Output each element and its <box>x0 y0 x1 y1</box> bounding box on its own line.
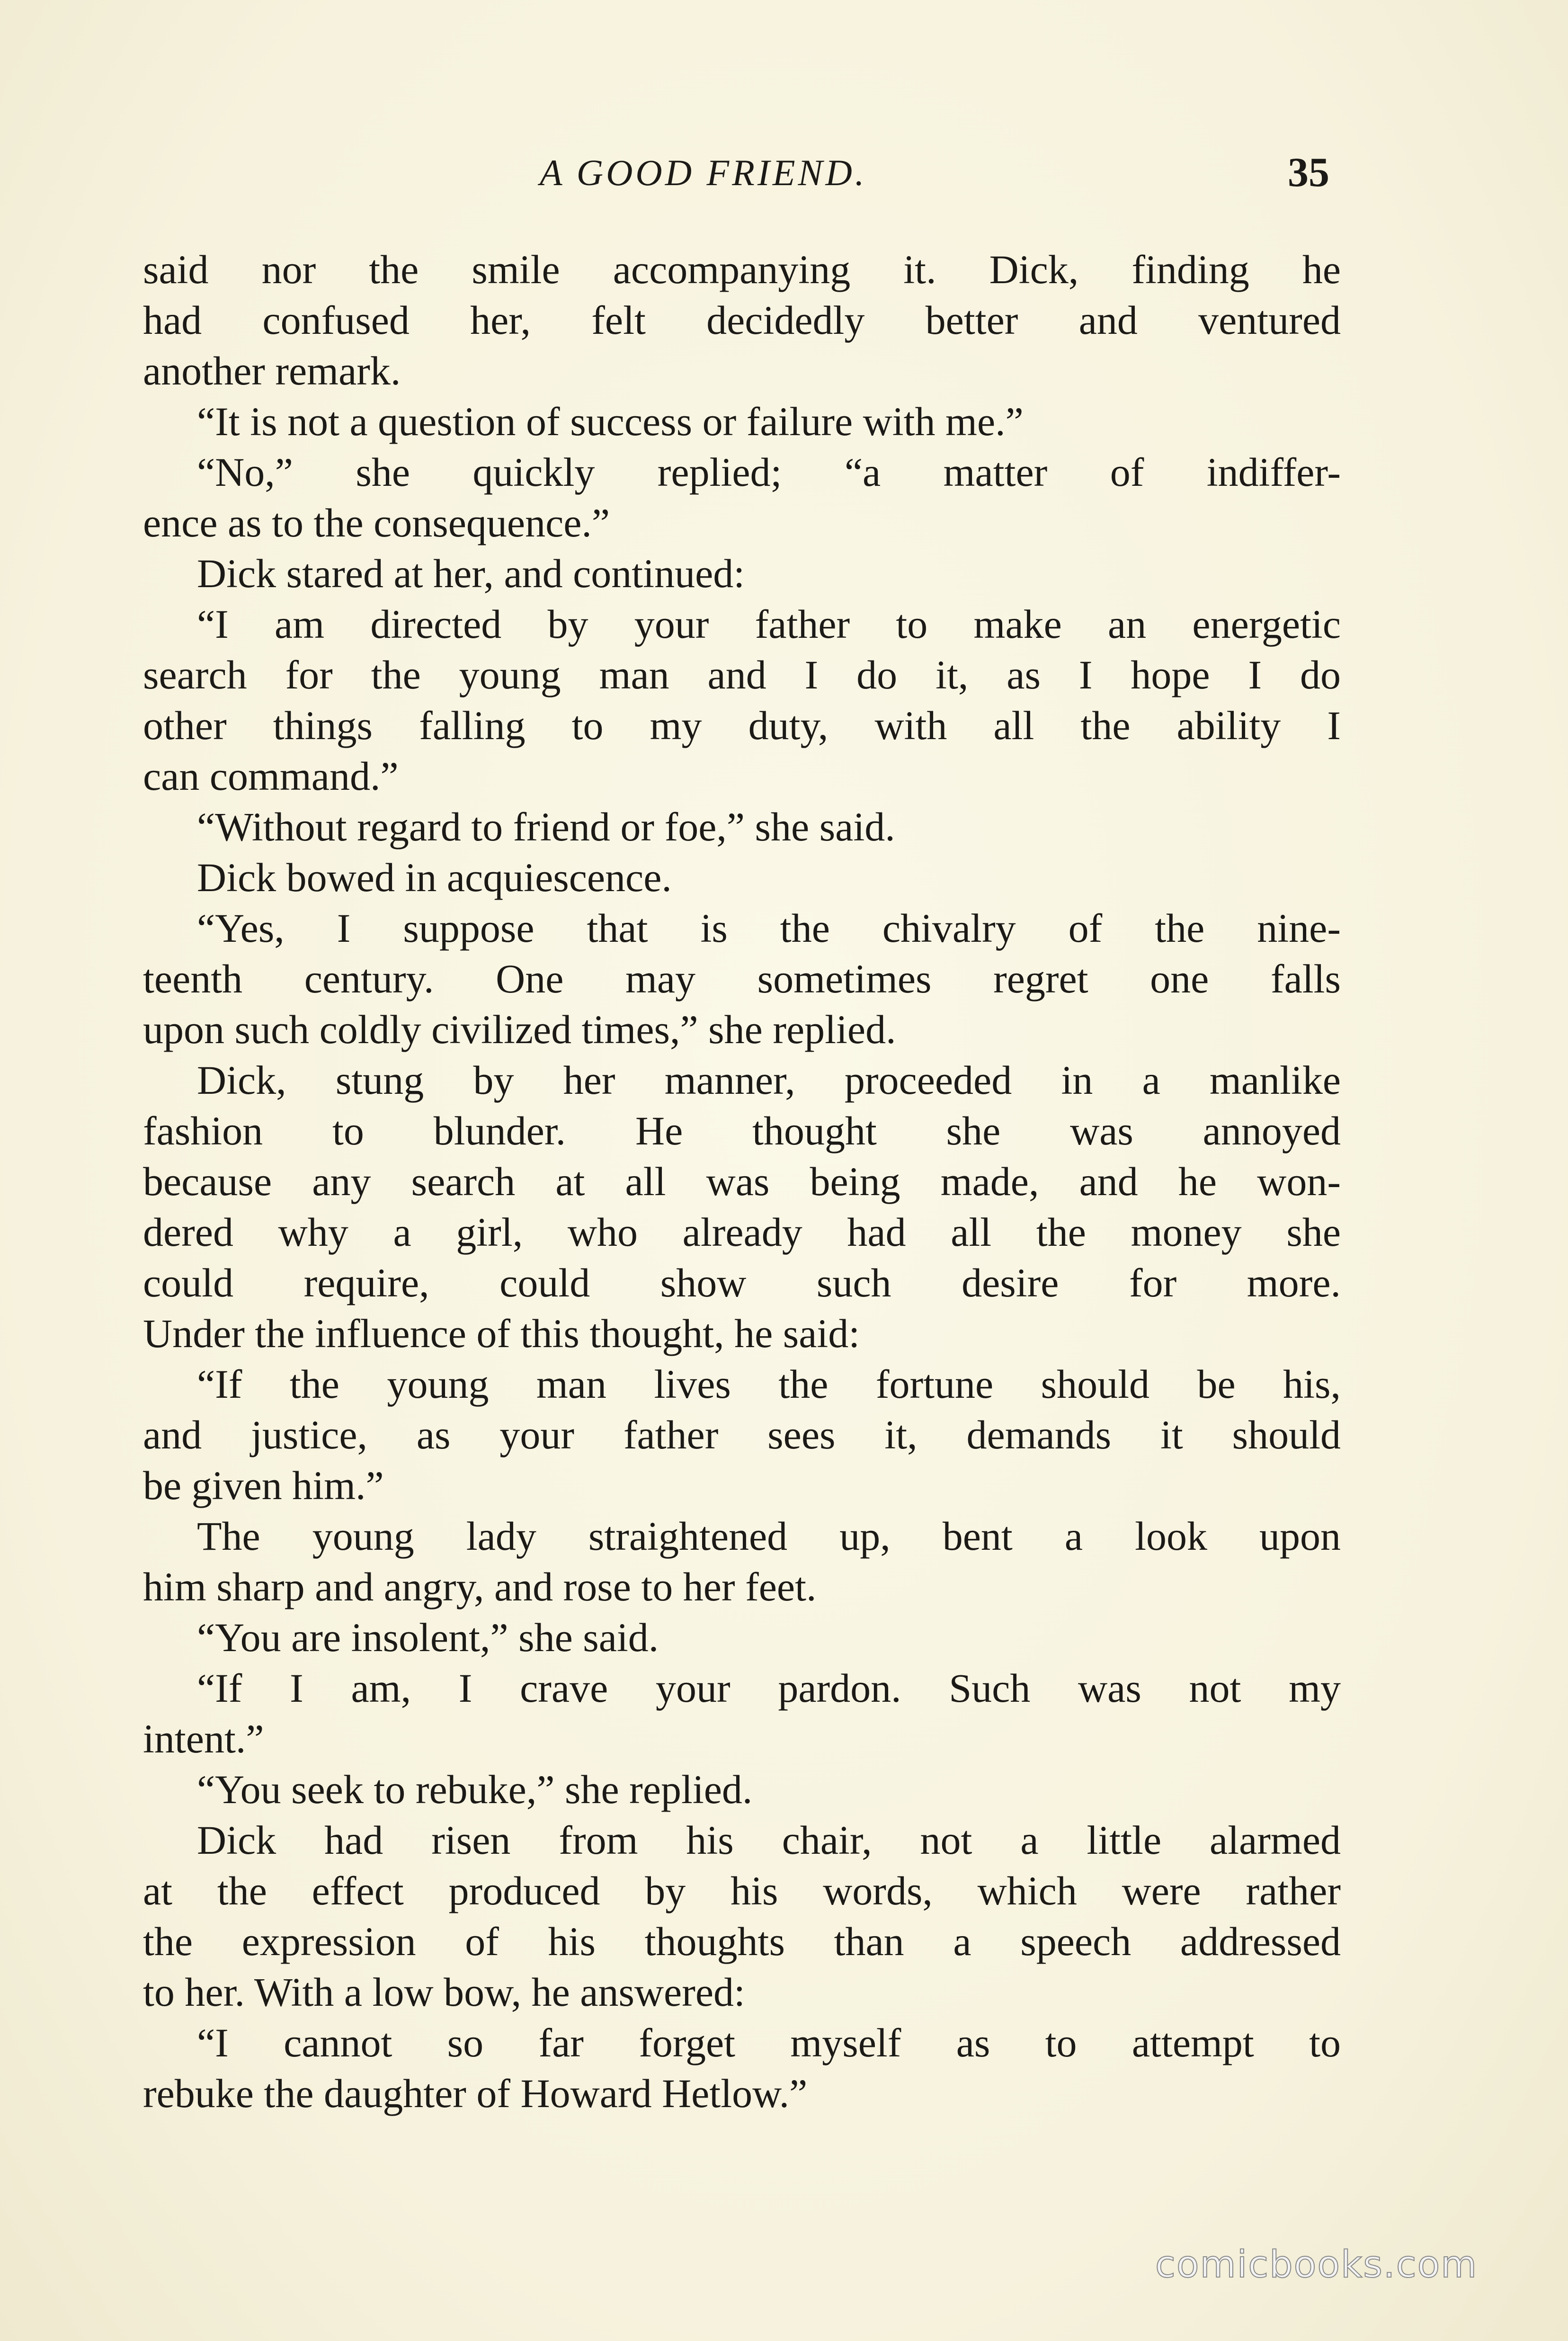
text-line: could require, could show such desire for more. <box>143 1260 1341 1305</box>
text-line: intent.” <box>143 1716 264 1761</box>
text-line: because any search at all was being made, and he won- <box>143 1159 1341 1204</box>
text-line: to her. With a low bow, he answered: <box>143 1969 745 2015</box>
text-line: “Without regard to friend or foe,” she said. <box>197 804 895 849</box>
text-line: at the effect produced by his words, which were rather <box>143 1868 1341 1913</box>
text-line: had confused her, felt decidedly better and ventured <box>143 297 1341 343</box>
text-line: teenth century. One may sometimes regret one falls <box>143 956 1341 1001</box>
text-line: Dick bowed in acquiescence. <box>197 855 672 900</box>
text-line: “I cannot so far forget myself as to attempt to <box>197 2020 1341 2065</box>
text-line: said nor the smile accompanying it. Dick, finding he <box>143 247 1341 292</box>
text-line: “Yes, I suppose that is the chivalry of the nine- <box>197 905 1341 951</box>
text-line: The young lady straightened up, bent a look upon <box>197 1513 1341 1559</box>
text-line: upon such coldly civilized times,” she replied. <box>143 1007 896 1052</box>
page-number: 35 <box>1288 150 1329 196</box>
text-line: “No,” she quickly replied; “a matter of indiffer- <box>197 449 1341 495</box>
text-line: him sharp and angry, and rose to her feet. <box>143 1564 817 1609</box>
text-line: dered why a girl, who already had all the money she <box>143 1209 1341 1255</box>
text-line: “It is not a question of success or failure with me.” <box>197 399 1024 444</box>
text-line: can command.” <box>143 753 399 799</box>
text-line: ence as to the consequence.” <box>143 500 610 545</box>
text-line: Dick had risen from his chair, not a little alarmed <box>197 1817 1341 1863</box>
text-line: the expression of his thoughts than a speech addressed <box>143 1919 1341 1964</box>
text-line: be given him.” <box>143 1463 384 1508</box>
text-line: fashion to blunder. He thought she was annoyed <box>143 1108 1341 1153</box>
running-title: A GOOD FRIEND. <box>540 152 867 193</box>
text-line: other things falling to my duty, with all the ability I <box>143 703 1341 748</box>
text-line: rebuke the daughter of Howard Hetlow.” <box>143 2071 808 2116</box>
text-line: “I am directed by your father to make an energetic <box>197 601 1341 647</box>
text-line: Dick, stung by her manner, proceeded in a manlike <box>197 1057 1341 1103</box>
running-head <box>0 147 1568 199</box>
text-line: and justice, as your father sees it, demands it should <box>143 1412 1341 1457</box>
text-line: “If I am, I crave your pardon. Such was not my <box>197 1665 1341 1711</box>
text-line: “If the young man lives the fortune should be his, <box>197 1361 1341 1407</box>
text-line: “You are insolent,” she said. <box>197 1615 659 1660</box>
text-line: Under the influence of this thought, he said: <box>143 1311 860 1356</box>
text-line: search for the young man and I do it, as I hope I do <box>143 652 1341 697</box>
text-line: another remark. <box>143 348 401 393</box>
text-line: Dick stared at her, and continued: <box>197 551 745 596</box>
body-text <box>143 244 1341 2119</box>
site-watermark: comicbooks.com <box>1155 2243 1478 2286</box>
text-line: “You seek to rebuke,” she replied. <box>197 1767 753 1812</box>
